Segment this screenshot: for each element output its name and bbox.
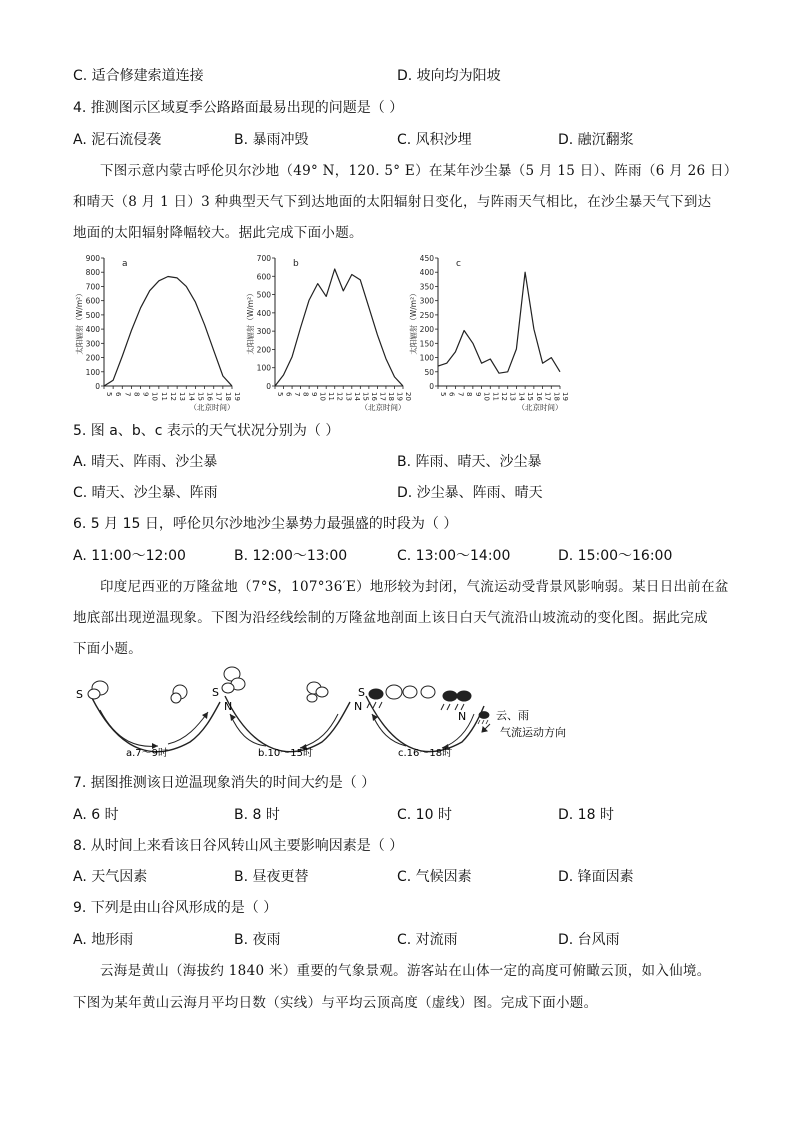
chart-c-xtick-label: 8 <box>465 392 474 397</box>
chart-b-ytick-label: 400 <box>256 308 271 318</box>
chart-b-xtick-label: 14 <box>352 392 361 401</box>
label-s-b: S <box>212 686 219 699</box>
chart-c-xtick-label: 16 <box>534 392 543 401</box>
flow-arrow-a2 <box>168 712 208 744</box>
valley-wind-diagram <box>70 662 630 766</box>
chart-c-xtick-label: 15 <box>526 392 535 401</box>
caption-a: a.7～9时 <box>126 748 169 759</box>
chart-b-xtick-label: 11 <box>327 392 336 401</box>
q5-option-a: A. 晴天、阵雨、沙尘暴 <box>73 454 218 470</box>
flow-arrow-a1 <box>100 710 158 746</box>
chart-c-xtick-label: 5 <box>439 392 447 397</box>
passage1-line-3: 地面的太阳辐射降幅较大。据此完成下面小题。 <box>73 225 363 241</box>
passage2-line-2: 地底部出现逆温现象。下图为沿经线绘制的万隆盆地剖面上该日白天气流沿山坡流动的变化图。据此完成 <box>73 610 708 626</box>
chart-a-xtick-label: 5 <box>105 392 113 397</box>
chart-b-series-line <box>275 269 403 386</box>
chart-b-ytick-label: 700 <box>256 254 271 263</box>
chart-c-xtick-label: 17 <box>543 392 552 401</box>
chart-c-xtick-label: 9 <box>473 392 482 397</box>
q4-option-d: D. 融沉翻浆 <box>558 132 634 148</box>
q9-option-b: B. 夜雨 <box>234 932 281 948</box>
q4-option-b: B. 暴雨冲毁 <box>234 132 309 148</box>
chart-b-xtick-label: 13 <box>344 392 353 401</box>
chart-c-ytick-label: 200 <box>419 325 434 335</box>
rain-cloud-icons-c <box>367 689 471 710</box>
chart-c-panel-label: c <box>456 259 461 269</box>
q9-option-a: A. 地形雨 <box>73 932 134 948</box>
chart-b-ytick-label: 0 <box>266 382 271 391</box>
q9-option-d: D. 台风雨 <box>558 932 620 948</box>
chart-c-xtick-label: 7 <box>456 392 465 397</box>
passage1-line-1: 下图示意内蒙古呼伦贝尔沙地（49° N，120. 5° E）在某年沙尘暴（5 月 15 日）、阵雨（6 月 26 日） <box>100 163 738 179</box>
chart-c-ytick-label: 400 <box>419 268 434 278</box>
q6-option-d: D. 15:00～16:00 <box>558 548 673 564</box>
q3-option-d: D. 坡向均为阳坡 <box>397 68 501 84</box>
chart-a-xtick-label: 17 <box>214 392 223 401</box>
cloud-icon-a-left <box>88 681 108 699</box>
chart-b-xtick-label: 18 <box>386 392 395 401</box>
valley-profile-a <box>92 698 220 752</box>
chart-c-ytick-label: 150 <box>419 339 434 349</box>
legend-flow-arrow-icon <box>482 724 490 732</box>
chart-a-ytick-label: 0 <box>95 382 100 391</box>
label-s-a: S <box>76 688 83 701</box>
q7-option-a: A. 6 时 <box>73 807 119 823</box>
chart-c-ytick-label: 450 <box>419 254 434 263</box>
q6-option-a: A. 11:00～12:00 <box>73 548 186 564</box>
chart-b-ytick-label: 100 <box>256 363 271 373</box>
q9-stem: 9. 下列是由山谷风形成的是（ ） <box>73 900 278 916</box>
chart-a-xtick-label: 7 <box>123 392 132 397</box>
chart-b-panel-label: b <box>293 259 299 269</box>
cloud-icons-c-white <box>386 685 435 699</box>
chart-c-xtick-label: 6 <box>447 392 456 397</box>
chart-b-xtick-label: 5 <box>276 392 284 397</box>
chart-a-ytick-label: 800 <box>85 268 100 278</box>
chart-a-xtick-label: 11 <box>159 392 168 401</box>
chart-a-ytick-label: 200 <box>85 353 100 363</box>
valley-profile-c <box>366 696 484 752</box>
chart-a-ytick-label: 400 <box>85 325 100 335</box>
chart-a-ytick-label: 100 <box>85 367 100 377</box>
chart-c-xlabel: （北京时间） <box>517 403 563 412</box>
q7-stem: 7. 据图推测该日逆温现象消失的时间大约是（ ） <box>73 775 376 791</box>
chart-a-xtick-label: 10 <box>150 392 159 401</box>
q8-option-d: D. 锋面因素 <box>558 869 634 885</box>
q6-stem: 6. 5 月 15 日，呼伦贝尔沙地沙尘暴势力最强盛的时段为（ ） <box>73 516 458 532</box>
passage3-line-2: 下图为某年黄山云海月平均日数（实线）与平均云顶高度（虚线）图。完成下面小题。 <box>73 995 598 1011</box>
chart-a-xtick-label: 14 <box>187 392 196 401</box>
chart-a-ytick-label: 700 <box>85 282 100 292</box>
q3-option-c: C. 适合修建索道连接 <box>73 68 204 84</box>
chart-b-xtick-label: 10 <box>318 392 327 401</box>
radiation-charts <box>70 248 590 414</box>
chart-a-xtick-label: 18 <box>223 392 232 401</box>
q6-option-b: B. 12:00～13:00 <box>234 548 348 564</box>
q7-option-d: D. 18 时 <box>558 807 614 823</box>
label-n-c: N <box>458 710 467 723</box>
chart-c-ylabel: 太阳辐射（W/m²） <box>409 289 418 355</box>
chart-b-xtick-label: 19 <box>395 392 404 401</box>
chart-c-xtick-label: 12 <box>500 392 508 401</box>
chart-a-panel-label: a <box>122 259 128 269</box>
chart-a-xtick-label: 12 <box>169 392 177 401</box>
passage3-line-1: 云海是黄山（海拔约 1840 米）重要的气象景观。游客站在山体一定的高度可俯瞰云顶，如入仙境。 <box>100 963 711 979</box>
chart-c-ytick-label: 100 <box>419 353 434 363</box>
label-n-b: N <box>354 700 363 713</box>
chart-a-ylabel: 太阳辐射（W/m²） <box>75 289 84 355</box>
chart-b-xtick-label: 6 <box>284 392 293 397</box>
q4-option-c: C. 风积沙埋 <box>397 132 472 148</box>
q8-stem: 8. 从时间上来看该日谷风转山风主要影响因素是（ ） <box>73 838 404 854</box>
chart-b-xtick-label: 20 <box>404 392 412 401</box>
chart-a-xtick-label: 13 <box>178 392 187 401</box>
chart-c-xtick-label: 13 <box>508 392 517 401</box>
q8-option-a: A. 天气因素 <box>73 869 148 885</box>
label-s-c: S <box>358 686 365 699</box>
chart-c-series-line <box>438 272 560 373</box>
cloud-icon-b-right <box>307 682 328 702</box>
chart-a-ytick-label: 600 <box>85 296 100 306</box>
legend-rain-cloud-icon <box>478 712 489 725</box>
chart-a-xtick-label: 19 <box>233 392 241 401</box>
chart-b-ytick-label: 200 <box>256 345 271 355</box>
chart-b-xtick-label: 12 <box>335 392 344 401</box>
chart-a-xtick-label: 9 <box>141 392 150 397</box>
chart-a-xtick-label: 8 <box>132 392 141 397</box>
q5-stem: 5. 图 a、b、c 表示的天气状况分别为（ ） <box>73 423 340 439</box>
chart-c-ytick-label: 0 <box>429 382 434 391</box>
chart-c-ytick-label: 50 <box>424 367 434 377</box>
chart-a-xlabel: （北京时间） <box>189 403 235 412</box>
chart-c-xtick-label: 18 <box>552 392 561 401</box>
chart-a-xtick-label: 6 <box>114 392 123 397</box>
passage2-line-3: 下面小题。 <box>73 641 142 657</box>
chart-c-xtick-label: 11 <box>491 392 500 401</box>
chart-a-xtick-label: 16 <box>205 392 214 401</box>
legend-cloud-label: 云、雨 <box>496 709 529 722</box>
q8-option-b: B. 昼夜更替 <box>234 869 309 885</box>
chart-b-xtick-label: 7 <box>293 392 302 397</box>
q4-stem: 4. 推测图示区域夏季公路路面最易出现的问题是（ ） <box>73 100 404 116</box>
chart-b-xtick-label: 17 <box>378 392 387 401</box>
legend-flow-label: 气流运动方向 <box>500 726 566 739</box>
chart-b-xtick-label: 9 <box>310 392 319 397</box>
label-n-a: N <box>224 700 233 713</box>
q5-option-c: C. 晴天、沙尘暴、阵雨 <box>73 485 218 501</box>
chart-b-ytick-label: 600 <box>256 272 271 282</box>
chart-b-ylabel: 太阳辐射（W/m²） <box>246 289 255 355</box>
chart-c-xtick-label: 14 <box>517 392 526 401</box>
chart-b-xtick-label: 16 <box>369 392 378 401</box>
chart-c-ytick-label: 300 <box>419 296 434 306</box>
chart-c-ytick-label: 250 <box>419 310 434 320</box>
chart-a-ytick-label: 300 <box>85 339 100 349</box>
chart-a-xtick-label: 15 <box>196 392 205 401</box>
q9-option-c: C. 对流雨 <box>397 932 458 948</box>
cloud-icon-b-left <box>222 667 245 693</box>
q8-option-c: C. 气候因素 <box>397 869 472 885</box>
valley-profile-b <box>225 696 350 752</box>
chart-b-xtick-label: 15 <box>361 392 370 401</box>
passage1-line-2: 和晴天（8 月 1 日）3 种典型天气下到达地面的太阳辐射日变化，与阵雨天气相比，在沙尘暴天气下到达 <box>73 194 712 210</box>
chart-b-xtick-label: 8 <box>301 392 310 397</box>
chart-c-ytick-label: 350 <box>419 282 434 292</box>
caption-c: c.16～18时 <box>398 748 453 759</box>
q4-option-a: A. 泥石流侵袭 <box>73 132 162 148</box>
q5-option-d: D. 沙尘暴、阵雨、晴天 <box>397 485 543 501</box>
chart-b-ytick-label: 300 <box>256 327 271 337</box>
q7-option-c: C. 10 时 <box>397 807 452 823</box>
chart-c-xtick-label: 10 <box>482 392 491 401</box>
q5-option-b: B. 阵雨、晴天、沙尘暴 <box>397 454 542 470</box>
chart-a-series-line <box>104 277 232 387</box>
caption-b: b.10～15时 <box>258 748 313 759</box>
chart-c-xtick-label: 19 <box>561 392 569 401</box>
chart-b-ytick-label: 500 <box>256 290 271 300</box>
passage2-line-1: 印度尼西亚的万隆盆地（7°S，107°36′E）地形较为封闭，气流运动受背景风影响弱。某日日出前在盆 <box>100 579 729 595</box>
cloud-icon-a-right <box>171 685 187 703</box>
q7-option-b: B. 8 时 <box>234 807 280 823</box>
chart-a-ytick-label: 500 <box>85 310 100 320</box>
q6-option-c: C. 13:00～14:00 <box>397 548 511 564</box>
chart-a-ytick-label: 900 <box>85 254 100 263</box>
chart-b-xlabel: （北京时间） <box>360 403 406 412</box>
